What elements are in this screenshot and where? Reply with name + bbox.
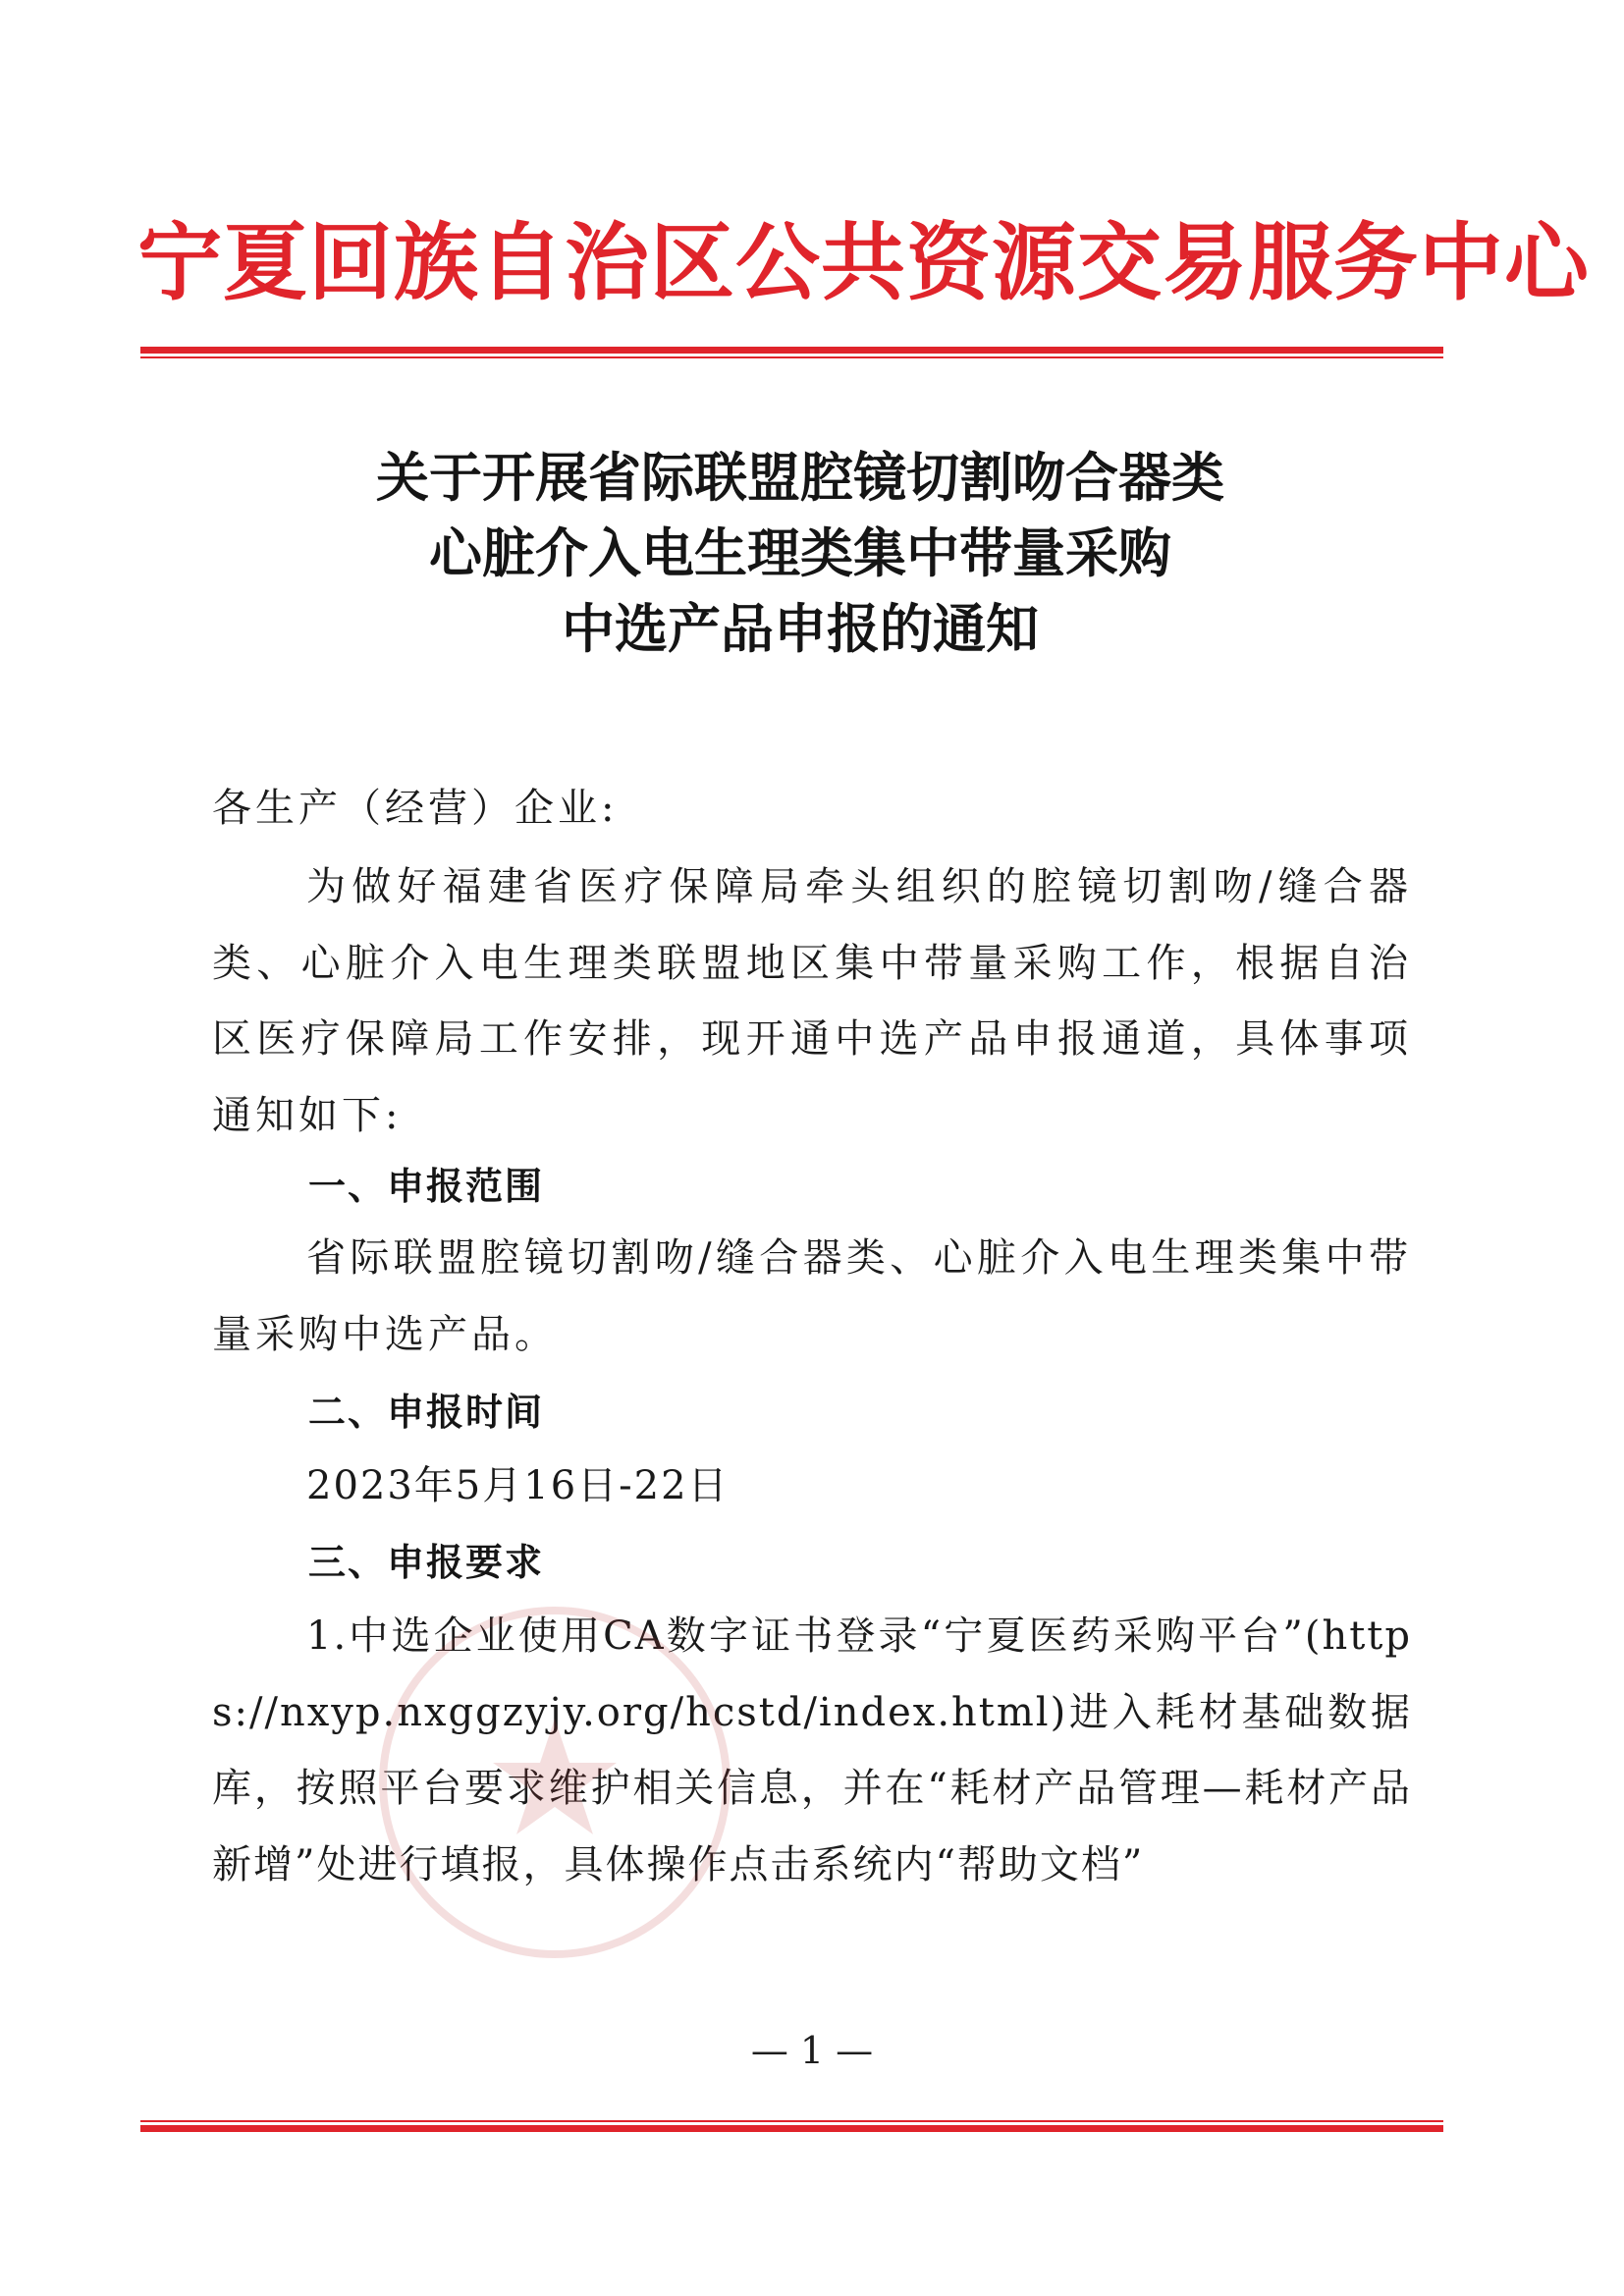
organization-header: 宁夏回族自治区公共资源交易服务中心: [137, 213, 1590, 312]
intro-paragraph: 为做好福建省医疗保障局牵头组织的腔镜切割吻/缝合器类、心脏介入电生理类联盟地区集中带量采购工作，根据自治区医疗保障局工作安排，现开通中选产品申报通道，具体事项通知如下:: [212, 864, 1412, 1138]
footer-rule-thin: [140, 2120, 1443, 2122]
official-seal-stamp: [373, 1601, 736, 1964]
section-1-heading: 一、申报范围: [308, 1165, 545, 1208]
page-number: — 1 —: [750, 2029, 874, 2072]
salutation: 各生产（经营）企业:: [212, 786, 619, 831]
title-line-3: 中选产品申报的通知: [562, 597, 1039, 660]
section-2-heading: 二、申报时间: [308, 1391, 545, 1434]
section-2-text: 2023年5月16日-22日: [306, 1463, 730, 1508]
title-line-1: 关于开展省际联盟腔镜切割吻合器类: [376, 446, 1224, 509]
section-3-text: 1.中选企业使用CA数字证书登录“宁夏医药采购平台”(https://nxyp.nxggzyjy.org/hcstd/index.html)进入耗材基础数据库，按照平台要求维护相关信息，并在“耗材产品管理—耗材产品新增”处进行填报，具体操作点击系统内“帮助文档”: [212, 1613, 1412, 1887]
header-rule-thin: [140, 356, 1443, 358]
section-1-text: 省际联盟腔镜切割吻/缝合器类、心脏介入电生理类集中带量采购中选产品。: [212, 1235, 1412, 1357]
document-title: [147, 440, 1453, 667]
footer-rule-thick: [140, 2125, 1443, 2132]
section-3-heading: 三、申报要求: [308, 1541, 545, 1584]
title-line-2: 心脏介入电生理类集中带量采购: [429, 521, 1171, 584]
header-rule-thick: [140, 347, 1443, 354]
